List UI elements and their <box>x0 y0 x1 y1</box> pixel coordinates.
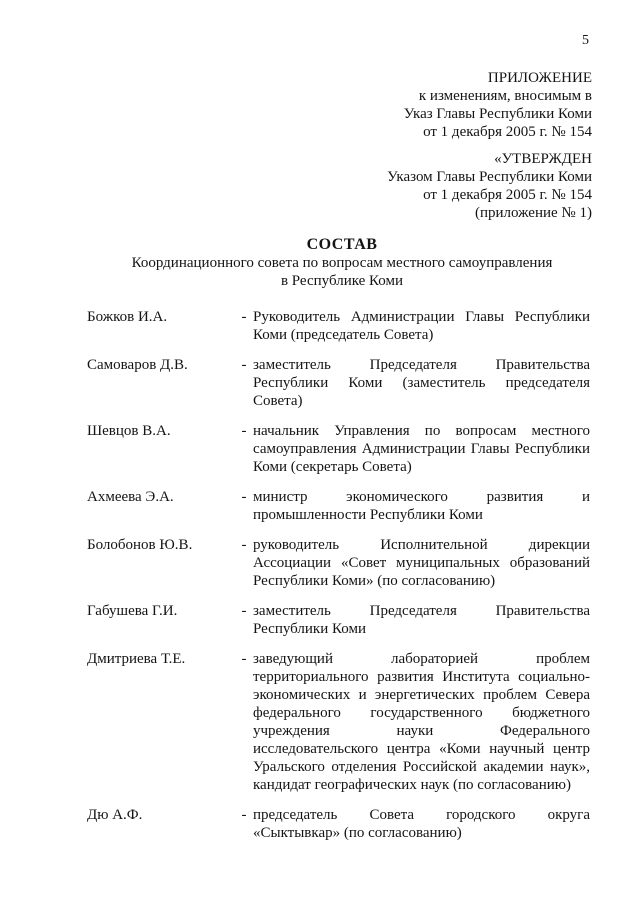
member-role: заведующий лабораторией проблем территориального развития Института социально-экономических и энергетических проблем Севера федерального государственного бюджетного учреждения науки Федерального исследовательского центра «Коми научный центр Уральского отделения Российской академии наук», кандидат географических наук (по согласованию) <box>253 651 590 793</box>
dash-separator: - <box>241 489 247 505</box>
member-row <box>87 806 590 842</box>
dash-separator: - <box>241 537 247 553</box>
appendix-line: Указ Главы Республики Коми <box>403 106 592 122</box>
member-row <box>87 488 590 524</box>
member-name: Габушева Г.И. <box>87 603 178 619</box>
approval-line: Указом Главы Республики Коми <box>387 169 592 185</box>
document-subtitle: в Республике Коми <box>280 273 404 289</box>
dash-separator: - <box>241 651 247 667</box>
member-role: Руководитель Администрации Главы Республики Коми (председатель Совета) <box>253 309 590 343</box>
member-name: Божков И.А. <box>87 309 168 325</box>
dash-separator: - <box>241 423 247 439</box>
dash-separator: - <box>241 807 247 823</box>
dash-separator: - <box>241 309 247 325</box>
document-title-block <box>92 236 592 290</box>
member-role: руководитель Исполнительной дирекции Ассоциации «Совет муниципальных образований Республики Коми» (по согласованию) <box>253 537 590 589</box>
members-list <box>87 308 590 854</box>
document-title: СОСТАВ <box>306 236 378 253</box>
member-name: Ахмеева Э.А. <box>87 489 174 505</box>
page-number: 5 <box>582 33 589 48</box>
member-role: заместитель Председателя Правительства Республики Коми <box>253 603 590 637</box>
approval-line: «УТВЕРЖДЕН <box>494 151 592 167</box>
member-row <box>87 536 590 590</box>
appendix-header <box>404 69 592 141</box>
member-role: председатель Совета городского округа «Сыктывкар» (по согласованию) <box>253 807 590 841</box>
member-name: Дю А.Ф. <box>87 807 143 823</box>
member-row <box>87 356 590 410</box>
dash-separator: - <box>241 357 247 373</box>
document-subtitle: Координационного совета по вопросам местного самоуправления <box>131 255 553 271</box>
appendix-line: к изменениям, вносимым в <box>418 88 592 104</box>
dash-separator: - <box>241 603 247 619</box>
member-role: начальник Управления по вопросам местного самоуправления Администрации Главы Республики Коми (секретарь Совета) <box>253 423 590 475</box>
member-row <box>87 422 590 476</box>
member-row <box>87 602 590 638</box>
member-name: Дмитриева Т.Е. <box>87 651 186 667</box>
member-row <box>87 650 590 794</box>
member-name: Самоваров Д.В. <box>87 357 188 373</box>
approval-line: от 1 декабря 2005 г. № 154 <box>423 187 592 203</box>
appendix-line: ПРИЛОЖЕНИЕ <box>487 70 592 86</box>
member-row <box>87 308 590 344</box>
member-name: Шевцов В.А. <box>87 423 171 439</box>
appendix-line: от 1 декабря 2005 г. № 154 <box>423 124 592 140</box>
approval-line: (приложение № 1) <box>474 205 592 221</box>
member-role: министр экономического развития и промышленности Республики Коми <box>253 489 590 523</box>
member-name: Болобонов Ю.В. <box>87 537 193 553</box>
member-role: заместитель Председателя Правительства Республики Коми (заместитель председателя Совета) <box>253 357 590 409</box>
approval-stamp-text <box>387 150 592 222</box>
